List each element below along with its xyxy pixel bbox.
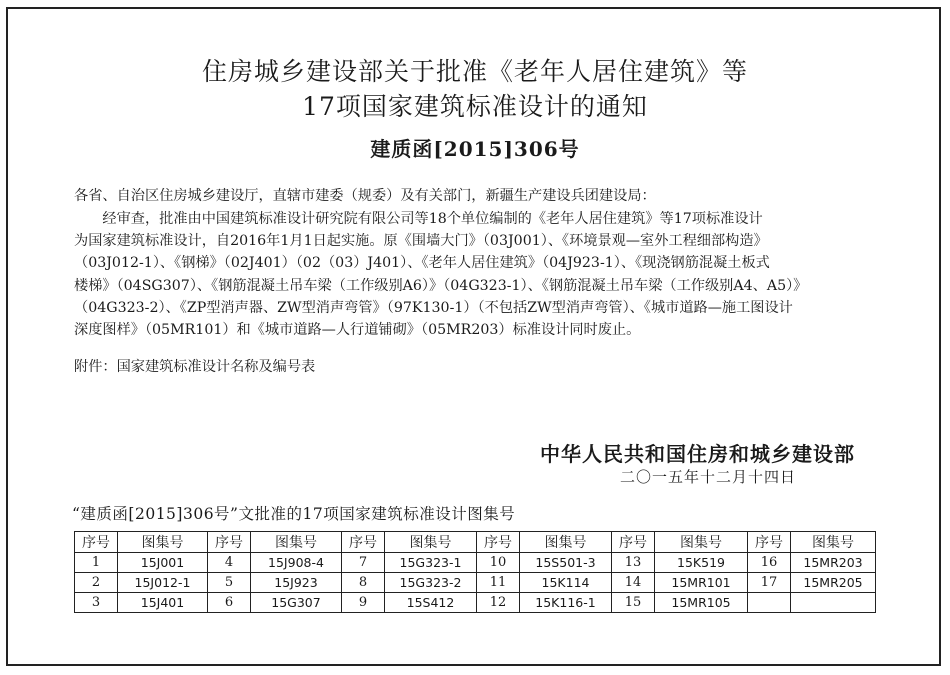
header-seq: 序号 [342, 532, 385, 553]
seq-cell: 16 [748, 553, 791, 573]
code-cell: 15G323-1 [385, 553, 477, 573]
title-line-2: 17项国家建筑标准设计的通知 [302, 92, 648, 121]
header-code: 图集号 [118, 532, 208, 553]
seq-cell: 5 [208, 573, 251, 593]
signing-organization: 中华人民共和国住房和城乡建设部 [540, 442, 855, 466]
seq-cell: 3 [75, 593, 118, 613]
code-cell [791, 593, 876, 613]
seq-cell: 2 [75, 573, 118, 593]
code-cell: 15K114 [520, 573, 612, 593]
header-seq: 序号 [612, 532, 655, 553]
document-number: 建质函[2015]306号 [370, 137, 580, 161]
salutation: 各省、自治区住房城乡建设厅，直辖市建委（规委）及有关部门，新疆生产建设兵团建设局： [74, 188, 656, 204]
code-cell: 15J908-4 [251, 553, 342, 573]
seq-cell: 7 [342, 553, 385, 573]
code-cell: 15MR203 [791, 553, 876, 573]
code-cell: 15J012-1 [118, 573, 208, 593]
header-code: 图集号 [655, 532, 748, 553]
seq-cell: 17 [748, 573, 791, 593]
seq-cell: 11 [477, 573, 520, 593]
paragraph-line: 为国家建筑标准设计，自2016年1月1日起实施。原《围墙大门》（03J001）、《环境景观—室外工程细部构造》 [74, 233, 768, 250]
header-seq: 序号 [208, 532, 251, 553]
header-seq: 序号 [75, 532, 118, 553]
title-line-1: 住房城乡建设部关于批准《老年人居住建筑》等 [201, 57, 748, 86]
paragraph-line: （04G323-2）、《ZP型消声器、ZW型消声弯管》（97K130-1）（不包括ZW型消声弯管）、《城市道路—施工图设计 [74, 299, 793, 316]
signing-date: 二〇一五年十二月十四日 [620, 468, 797, 486]
seq-cell: 15 [612, 593, 655, 613]
code-cell: 15K116-1 [520, 593, 612, 613]
seq-cell: 8 [342, 573, 385, 593]
code-cell: 15J001 [118, 553, 208, 573]
code-cell: 15S412 [385, 593, 477, 613]
seq-cell: 4 [208, 553, 251, 573]
code-cell: 15MR101 [655, 573, 748, 593]
seq-cell: 6 [208, 593, 251, 613]
seq-cell: 12 [477, 593, 520, 613]
paragraph-line: 楼梯》（04SG307）、《钢筋混凝土吊车梁（工作级别A6）》（04G323-1）、《钢筋混凝土吊车梁（工作级别A4、A5）》 [74, 277, 808, 294]
table-row [75, 573, 876, 593]
header-code: 图集号 [251, 532, 342, 553]
atlas-number-table [74, 531, 876, 613]
code-cell: 15MR205 [791, 573, 876, 593]
code-cell: 15G307 [251, 593, 342, 613]
code-cell: 15G323-2 [385, 573, 477, 593]
header-code: 图集号 [520, 532, 612, 553]
table-row [75, 553, 876, 573]
table-caption: “建质函[2015]306号”文批准的17项国家建筑标准设计图集号 [72, 505, 516, 523]
code-cell: 15K519 [655, 553, 748, 573]
header-code: 图集号 [791, 532, 876, 553]
main-paragraph [74, 208, 886, 341]
code-cell: 15MR105 [655, 593, 748, 613]
seq-cell: 9 [342, 593, 385, 613]
attachment-note: 附件：国家建筑标准设计名称及编号表 [74, 359, 316, 375]
header-code: 图集号 [385, 532, 477, 553]
code-cell: 15J923 [251, 573, 342, 593]
seq-cell: 10 [477, 553, 520, 573]
code-cell: 15J401 [118, 593, 208, 613]
seq-cell: 14 [612, 573, 655, 593]
paragraph-line: （03J012-1）、《钢梯》（02J401）（02（03）J401）、《老年人居住建筑》（04J923-1）、《现浇钢筋混凝土板式 [74, 255, 770, 272]
seq-cell [748, 593, 791, 613]
header-seq: 序号 [477, 532, 520, 553]
code-cell: 15S501-3 [520, 553, 612, 573]
paragraph-line: 经审查，批准由中国建筑标准设计研究院有限公司等18个单位编制的《老年人居住建筑》等17项标准设计 [74, 211, 763, 227]
header-seq: 序号 [748, 532, 791, 553]
table-row [75, 593, 876, 613]
table-header-row [75, 532, 876, 553]
paragraph-line: 深度图样》（05MR101）和《城市道路—人行道铺砌》（05MR203）标准设计同时废止。 [74, 322, 641, 339]
seq-cell: 1 [75, 553, 118, 573]
seq-cell: 13 [612, 553, 655, 573]
